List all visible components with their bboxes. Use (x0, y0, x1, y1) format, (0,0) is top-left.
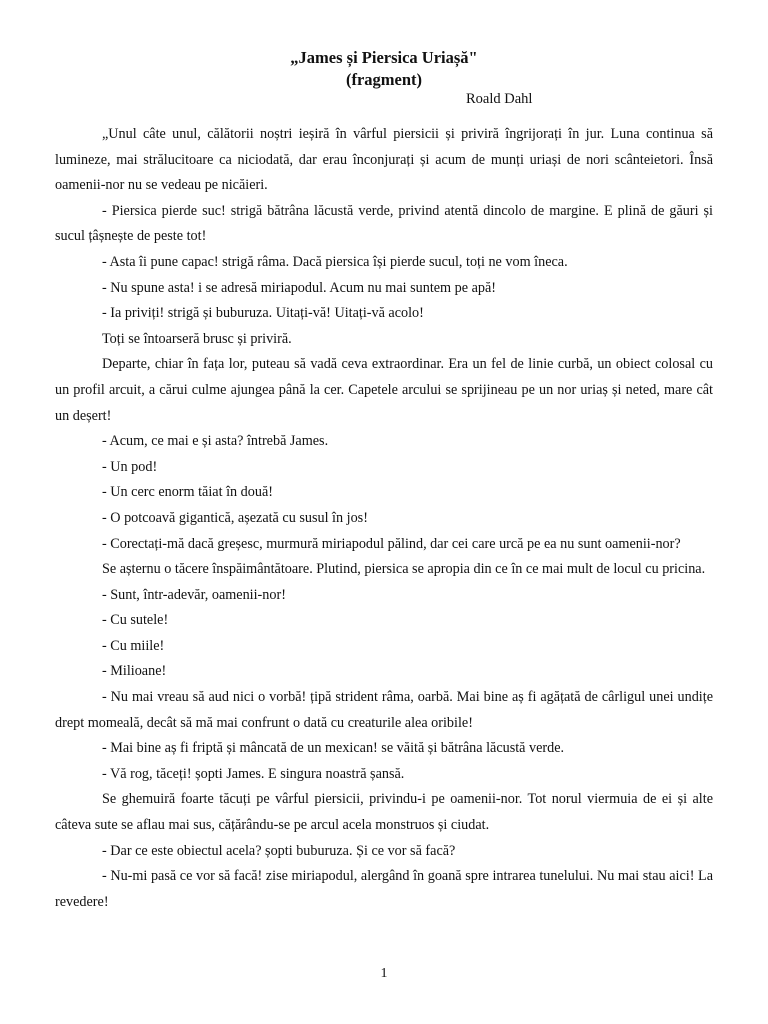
paragraph: - O potcoavă gigantică, așezată cu susul în jos! (102, 509, 368, 526)
document-body (55, 122, 713, 915)
paragraph: - Vă rog, tăceți! șopti James. E singura noastră șansă. (102, 765, 405, 782)
paragraph: - Piersica pierde suc! strigă bătrâna lăcustă verde, privind atentă dincolo de margine. E plină de găuri și sucul țâșnește de peste tot! (55, 202, 713, 245)
paragraph: - Milioane! (102, 663, 167, 680)
paragraph: - Nu spune asta! i se adresă miriapodul. Acum nu mai suntem pe apă! (102, 279, 496, 296)
paragraph: - Cu sutele! (102, 612, 169, 629)
document-title: „James și Piersica Uriașă" (290, 48, 478, 67)
author-name: Roald Dahl (466, 91, 533, 107)
paragraph: Toți se întoarseră brusc și priviră. (102, 330, 292, 347)
paragraph: - Mai bine aș fi friptă și mâncată de un mexican! se văită și bătrâna lăcustă verde. (102, 740, 565, 757)
paragraph: Se ghemuiră foarte tăcuți pe vârful piersicii, privindu-i pe oamenii-nor. Tot norul viermuia de ei și alte câteva sute se aflau mai sus, cățărându-se pe arcul acela monstruos și ciudat. (55, 791, 713, 834)
paragraph: - Un pod! (102, 458, 158, 475)
paragraph: Se așternu o tăcere înspăimântătoare. Plutind, piersica se apropia din ce în ce mai mult de locul cu pricina. (102, 561, 706, 578)
paragraph: - Dar ce este obiectul acela? șopti buburuza. Și ce vor să facă? (102, 842, 456, 859)
paragraph: - Asta îi pune capac! strigă râma. Dacă piersica își pierde sucul, toți ne vom îneca. (102, 253, 568, 270)
paragraph: - Nu mai vreau să aud nici o vorbă! țipă strident râma, oarbă. Mai bine aș fi agățată de cârligul unei undițe drept momeală, decât să mă mai confrunt o dată cu creaturile alea oribile! (55, 689, 713, 731)
paragraph: - Corectați-mă dacă greșesc, murmură miriapodul pălind, dar cei care urcă pe ea nu sunt oamenii-nor? (102, 535, 681, 552)
paragraph: - Nu-mi pasă ce vor să facă! zise miriapodul, alergând în goană spre intrarea tunelului. Nu mai stau aici! La revedere! (55, 868, 713, 910)
paragraph: - Un cerc enorm tăiat în două! (102, 484, 273, 501)
paragraph: Departe, chiar în fața lor, puteau să vadă ceva extraordinar. Era un fel de linie curbă, un obiect colosal cu un profil arcuit, a cărui culme ajungea până la cer. Capetele arcului se sprijineau pe un nor uriaș și neted, mare cât un deșert! (55, 356, 713, 424)
paragraph: - Cu miile! (102, 637, 165, 654)
paragraph: - Ia priviți! strigă și buburuza. Uitați-vă! Uitați-vă acolo! (102, 305, 424, 322)
paragraph: - Sunt, într-adevăr, oamenii-nor! (102, 586, 286, 603)
paragraph: - Acum, ce mai e și asta? întrebă James. (102, 433, 329, 450)
page-number: 1 (380, 966, 388, 981)
document-subtitle: (fragment) (345, 70, 423, 89)
paragraph: „Unul câte unul, călătorii noștri ieșiră în vârful piersicii și priviră îngrijorați în jur. Luna continua să lumineze, mai strălucitoare ca niciodată, dar erau înconjurați și acum de munți uriași de nori scânteietori. Însă oamenii-nor nu se vedeau pe nicăieri. (55, 126, 713, 194)
